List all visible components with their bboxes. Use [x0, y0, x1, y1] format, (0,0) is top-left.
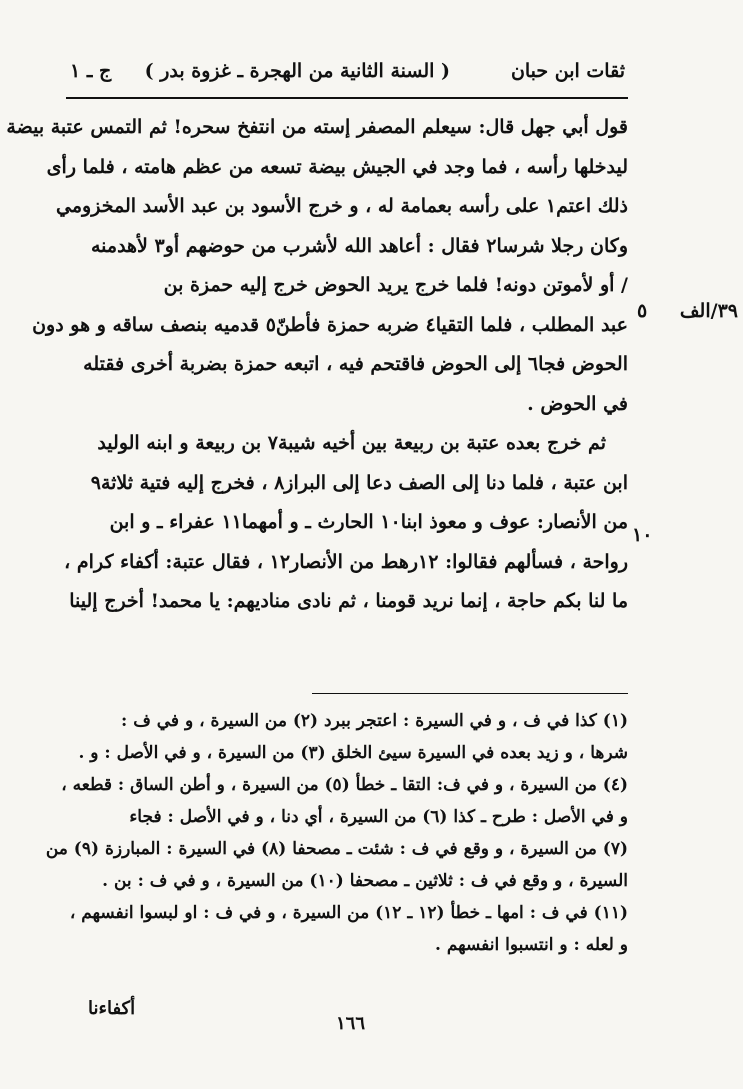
footnotes	[45, 705, 628, 961]
book-title: ثقات ابن حبان	[510, 60, 625, 82]
text-line: ثم خرج بعده عتبة بن ربيعة بين أخيه شيبة٧ بن ربيعة و ابنه الوليد	[97, 432, 606, 454]
text-line: ابن عتبة ، فلما دنا إلى الصف دعا إلى البراز٨ ، فخرج إليه فتية ثلاثة٩	[90, 471, 628, 494]
text-line: وكان رجلا شرسا٢ فقال : أعاهد الله لأشرب من حوضهم أو٣ لأهدمنه	[90, 234, 628, 257]
text-line: ليدخلها رأسه ، فما وجد في الجيش بيضة تسعه من عظم هامته ، فلما رأى	[46, 155, 628, 178]
text-line: عبد المطلب ، فلما التقيا٤ ضربه حمزة فأطنّ٥ قدميه بنصف ساقه و هو دون	[32, 313, 628, 336]
footnote-line: (٤) من السيرة ، و في ف: التقا ـ خطأ (٥) من السيرة ، و أطن الساق : قطعه ،	[61, 775, 628, 795]
folio-marker: ٣٩/الف	[679, 300, 738, 322]
footnote-line: شرها ، و زيد بعده في السيرة سيئ الخلق (٣) من السيرة ، و في الأصل : و .	[78, 743, 628, 763]
running-header	[70, 60, 625, 94]
text-line: من الأنصار: عوف و معوذ ابنا١٠ الحارث ـ و أمهما١١ عفراء ـ و ابن	[109, 511, 628, 533]
main-text	[6, 108, 628, 622]
text-line: في الحوض .	[527, 392, 628, 415]
page-number: ١٦٦	[336, 1013, 366, 1034]
volume-number: ج ـ ١	[70, 60, 112, 82]
text-line: رواحة ، فسألهم فقالوا: ١٢رهط من الأنصار١٢ ، فقال عتبة: أكفاء كرام ،	[64, 550, 628, 573]
text-line: قول أبي جهل قال: سيعلم المصفر إسته من انتفخ سحره! ثم التمس عتبة بيضة	[6, 116, 628, 138]
text-line: ما لنا بكم حاجة ، إنما نريد قومنا ، ثم نادى مناديهم: يا محمد! أخرج إلينا	[69, 590, 628, 612]
footnote-line: و لعله : و انتسبوا انفسهم .	[434, 935, 628, 955]
footnote-rule	[312, 693, 628, 694]
section-title: ( السنة الثانية من الهجرة ـ غزوة بدر )	[144, 60, 450, 82]
text-line: / أو لأموتن دونه! فلما خرج يريد الحوض خرج إليه حمزة بن	[163, 274, 628, 296]
header-rule	[66, 97, 628, 99]
footnote-line: و في الأصل : طرح ـ كذا (٦) من السيرة ، أي دنا ، و في الأصل : فجاء	[129, 807, 628, 827]
footnote-line: (١١) في ف : امها ـ خطأ (١٢ ـ ١٢) من السيرة ، و في ف : او لبسوا انفسهم ،	[69, 903, 628, 923]
line-number-5: ٥	[637, 300, 648, 322]
footnote-line: (١) كذا في ف ، و في السيرة : اعتجر ببرد (٢) من السيرة ، و في ف :	[121, 711, 628, 731]
text-line: الحوض فجا٦ إلى الحوض فاقتحم فيه ، اتبعه حمزة بضربة أخرى فقتله	[83, 353, 628, 375]
footnote-line: السيرة ، و وقع في ف : ثلاثين ـ مصحفا (١٠) من السيرة ، و في ف : بن .	[102, 871, 628, 891]
footnote-line: (٧) من السيرة ، و وقع في ف : شئت ـ مصحفا (٨) في السيرة : المبارزة (٩) من	[45, 839, 628, 859]
line-number-10: ١٠	[632, 524, 653, 546]
text-line: ذلك اعتم١ على رأسه بعمامة له ، و خرج الأسود بن عبد الأسد المخزومي	[56, 195, 628, 217]
catchword: أكفاءنا	[88, 998, 136, 1019]
